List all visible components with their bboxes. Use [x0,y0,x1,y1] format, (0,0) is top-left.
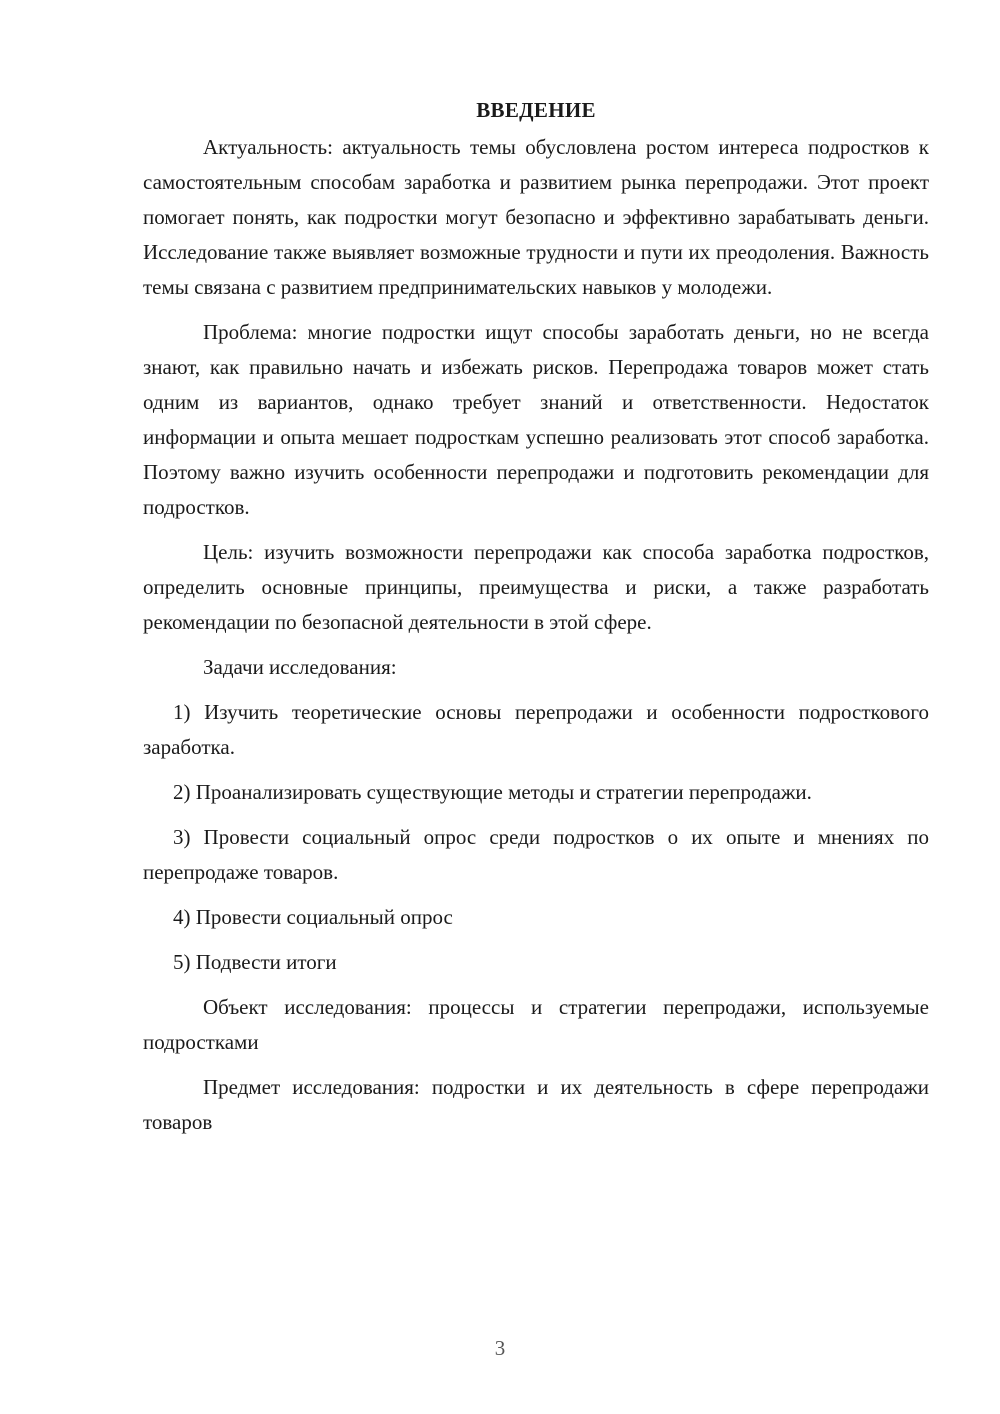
task-item-2: 2) Проанализировать существующие методы и стратегии перепродажи. [173,780,812,804]
page-content [143,96,929,1150]
task-item-3: 3) Провести социальный опрос среди подростков о их опыте и мнениях по перепродаже товаров. [143,825,929,884]
task-item-1: 1) Изучить теоретические основы перепродажи и особенности подросткового заработка. [143,700,929,759]
page-number: 3 [494,1336,506,1360]
goal-paragraph: Цель: изучить возможности перепродажи как способа заработка подростков, определить основные принципы, преимущества и риски, а также разработать рекомендации по безопасной деятельности в этой сфере. [143,540,929,634]
problem-paragraph: Проблема: многие подростки ищут способы заработать деньги, но не всегда знают, как правильно начать и избежать рисков. Перепродажа товаров может стать одним из вариантов, однако требует знаний и ответственности. Недостаток информации и опыта мешает подросткам успешно реализовать этот способ заработка. Поэтому важно изучить особенности перепродажи и подготовить рекомендации для подростков. [143,320,929,519]
tasks-heading: Задачи исследования: [203,655,397,679]
relevance-paragraph: Актуальность: актуальность темы обусловлена ростом интереса подростков к самостоятельным способам заработка и развитием рынка перепродажи. Этот проект помогает понять, как подростки могут безопасно и эффективно зарабатывать деньги. Исследование также выявляет возможные трудности и пути их преодоления. Важность темы связана с развитием предпринимательских навыков у молодежи. [143,135,929,299]
research-object-paragraph: Объект исследования: процессы и стратегии перепродажи, используемые подростками [143,995,929,1054]
research-subject-paragraph: Предмет исследования: подростки и их деятельность в сфере перепродажи товаров [143,1075,929,1134]
section-title: ВВЕДЕНИЕ [476,98,596,122]
task-item-4: 4) Провести социальный опрос [173,905,453,929]
task-item-5: 5) Подвести итоги [173,950,337,974]
